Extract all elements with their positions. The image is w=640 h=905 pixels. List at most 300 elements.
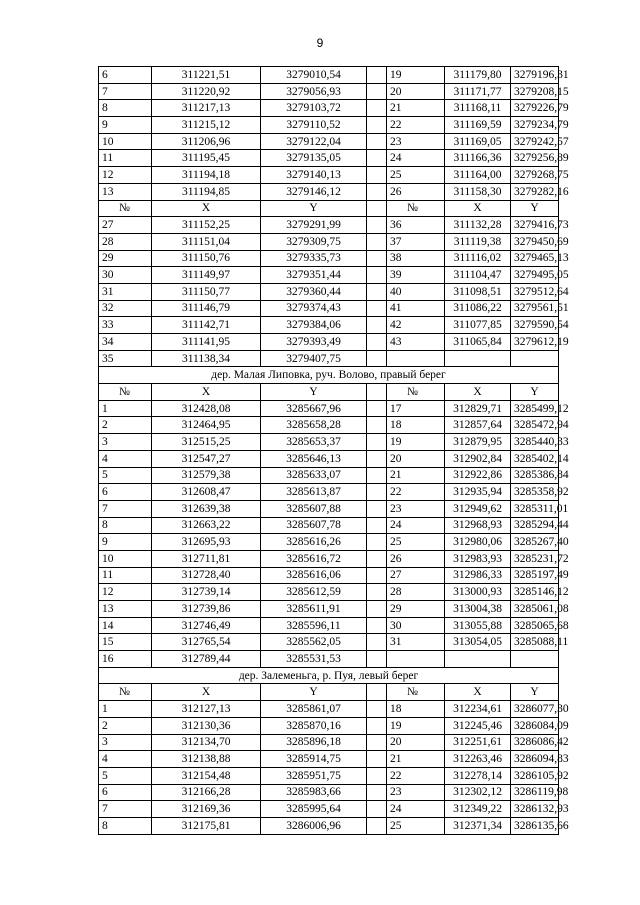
y-coordinate: 3286084,09 xyxy=(511,717,559,734)
x-coordinate: 312639,38 xyxy=(152,500,261,517)
column-header: Y xyxy=(261,384,367,401)
y-coordinate: 3285197,49 xyxy=(511,567,559,584)
spacer xyxy=(367,350,387,367)
x-coordinate: 312127,13 xyxy=(152,701,261,718)
y-coordinate: 3285231,72 xyxy=(511,550,559,567)
spacer xyxy=(367,534,387,551)
spacer xyxy=(367,634,387,651)
x-coordinate: 312251,61 xyxy=(445,734,511,751)
y-coordinate: 3279122,04 xyxy=(261,133,367,150)
y-coordinate: 3285402,14 xyxy=(511,450,559,467)
y-coordinate: 3279056,93 xyxy=(261,83,367,100)
spacer xyxy=(367,567,387,584)
y-coordinate: 3285531,53 xyxy=(261,651,367,668)
x-coordinate: 312349,22 xyxy=(445,801,511,818)
table-row xyxy=(99,467,559,484)
table-row xyxy=(99,300,559,317)
y-coordinate: 3285653,37 xyxy=(261,434,367,451)
spacer xyxy=(367,150,387,167)
x-coordinate: 312234,61 xyxy=(445,701,511,718)
y-coordinate: 3279450,69 xyxy=(511,233,559,250)
x-coordinate: 311217,13 xyxy=(152,100,261,117)
x-coordinate: 312739,86 xyxy=(152,601,261,618)
y-coordinate: 3279110,52 xyxy=(261,117,367,134)
spacer xyxy=(367,183,387,200)
header-row xyxy=(99,200,559,217)
point-number: 25 xyxy=(387,167,445,184)
x-coordinate: 312371,34 xyxy=(445,817,511,834)
x-coordinate: 312579,38 xyxy=(152,467,261,484)
x-coordinate: 311151,04 xyxy=(152,233,261,250)
spacer xyxy=(367,450,387,467)
table-row xyxy=(99,350,559,367)
point-number: 22 xyxy=(387,484,445,501)
table-row xyxy=(99,283,559,300)
point-number: 15 xyxy=(99,634,152,651)
y-coordinate: 3279234,79 xyxy=(511,117,559,134)
y-coordinate xyxy=(511,651,559,668)
x-coordinate: 311104,47 xyxy=(445,267,511,284)
table-row xyxy=(99,534,559,551)
point-number: 3 xyxy=(99,734,152,751)
point-number: 5 xyxy=(99,467,152,484)
spacer xyxy=(367,83,387,100)
y-coordinate: 3279282,16 xyxy=(511,183,559,200)
spacer xyxy=(367,601,387,618)
table-row xyxy=(99,817,559,834)
x-coordinate: 312739,14 xyxy=(152,584,261,601)
y-coordinate: 3279242,57 xyxy=(511,133,559,150)
x-coordinate: 313055,88 xyxy=(445,617,511,634)
x-coordinate: 312746,49 xyxy=(152,617,261,634)
point-number: 1 xyxy=(99,701,152,718)
table-row xyxy=(99,500,559,517)
spacer xyxy=(367,317,387,334)
point-number: 34 xyxy=(99,334,152,351)
x-coordinate: 311194,85 xyxy=(152,183,261,200)
y-coordinate: 3285607,78 xyxy=(261,517,367,534)
x-coordinate: 312902,84 xyxy=(445,450,511,467)
spacer xyxy=(367,133,387,150)
y-coordinate: 3285983,66 xyxy=(261,784,367,801)
y-coordinate: 3285616,72 xyxy=(261,550,367,567)
y-coordinate: 3285061,08 xyxy=(511,601,559,618)
point-number: 5 xyxy=(99,767,152,784)
y-coordinate: 3285607,88 xyxy=(261,500,367,517)
table-row xyxy=(99,67,559,84)
table-row xyxy=(99,434,559,451)
y-coordinate: 3279226,79 xyxy=(511,100,559,117)
y-coordinate: 3279268,75 xyxy=(511,167,559,184)
point-number: 20 xyxy=(387,83,445,100)
spacer xyxy=(367,334,387,351)
table-row xyxy=(99,567,559,584)
y-coordinate: 3285267,40 xyxy=(511,534,559,551)
point-number: 27 xyxy=(99,217,152,234)
x-coordinate: 311206,96 xyxy=(152,133,261,150)
spacer xyxy=(367,701,387,718)
x-coordinate: 312138,88 xyxy=(152,751,261,768)
spacer xyxy=(367,784,387,801)
spacer xyxy=(367,500,387,517)
x-coordinate: 312789,44 xyxy=(152,651,261,668)
x-coordinate: 311215,12 xyxy=(152,117,261,134)
column-header: X xyxy=(445,200,511,217)
spacer xyxy=(367,517,387,534)
x-coordinate: 312245,46 xyxy=(445,717,511,734)
x-coordinate: 312154,48 xyxy=(152,767,261,784)
point-number: 10 xyxy=(99,133,152,150)
point-number: 19 xyxy=(387,717,445,734)
spacer xyxy=(367,250,387,267)
x-coordinate: 311138,34 xyxy=(152,350,261,367)
table-row xyxy=(99,100,559,117)
y-coordinate: 3279146,12 xyxy=(261,183,367,200)
y-coordinate: 3285613,87 xyxy=(261,484,367,501)
y-coordinate: 3285358,92 xyxy=(511,484,559,501)
point-number: 28 xyxy=(99,233,152,250)
spacer xyxy=(367,167,387,184)
x-coordinate: 312547,27 xyxy=(152,450,261,467)
y-coordinate: 3279360,44 xyxy=(261,283,367,300)
point-number: 4 xyxy=(99,751,152,768)
point-number: 35 xyxy=(99,350,152,367)
x-coordinate: 312857,64 xyxy=(445,417,511,434)
table-row xyxy=(99,767,559,784)
table-row xyxy=(99,584,559,601)
y-coordinate: 3285951,75 xyxy=(261,767,367,784)
x-coordinate: 312263,46 xyxy=(445,751,511,768)
point-number: 36 xyxy=(387,217,445,234)
x-coordinate: 312428,08 xyxy=(152,400,261,417)
x-coordinate: 312983,93 xyxy=(445,550,511,567)
table-row xyxy=(99,167,559,184)
point-number: 40 xyxy=(387,283,445,300)
spacer xyxy=(367,801,387,818)
point-number: 13 xyxy=(99,183,152,200)
point-number: 12 xyxy=(99,584,152,601)
point-number xyxy=(387,651,445,668)
point-number: 8 xyxy=(99,100,152,117)
spacer xyxy=(367,300,387,317)
x-coordinate: 311132,28 xyxy=(445,217,511,234)
point-number: 43 xyxy=(387,334,445,351)
column-header: X xyxy=(152,684,261,701)
point-number: 24 xyxy=(387,150,445,167)
point-number: 29 xyxy=(387,601,445,618)
spacer xyxy=(367,117,387,134)
point-number: 38 xyxy=(387,250,445,267)
spacer xyxy=(367,651,387,668)
point-number: 9 xyxy=(99,534,152,551)
x-coordinate: 311221,51 xyxy=(152,67,261,84)
spacer xyxy=(367,417,387,434)
point-number: 14 xyxy=(99,617,152,634)
point-number: 21 xyxy=(387,467,445,484)
table-row xyxy=(99,784,559,801)
y-coordinate: 3279416,73 xyxy=(511,217,559,234)
spacer xyxy=(367,767,387,784)
column-header: Y xyxy=(511,200,559,217)
point-number: 39 xyxy=(387,267,445,284)
table-row xyxy=(99,400,559,417)
spacer xyxy=(367,217,387,234)
y-coordinate: 3279374,43 xyxy=(261,300,367,317)
column-header: X xyxy=(152,384,261,401)
point-number: 30 xyxy=(99,267,152,284)
column-header: X xyxy=(445,684,511,701)
table-row xyxy=(99,517,559,534)
table-row xyxy=(99,801,559,818)
point-number: 29 xyxy=(99,250,152,267)
point-number: 21 xyxy=(387,751,445,768)
point-number: 41 xyxy=(387,300,445,317)
y-coordinate: 3279407,75 xyxy=(261,350,367,367)
x-coordinate: 312980,06 xyxy=(445,534,511,551)
x-coordinate: 312986,33 xyxy=(445,567,511,584)
column-header xyxy=(367,200,387,217)
x-coordinate: 312302,12 xyxy=(445,784,511,801)
point-number: 11 xyxy=(99,567,152,584)
spacer xyxy=(367,484,387,501)
point-number: 10 xyxy=(99,550,152,567)
table-row xyxy=(99,734,559,751)
column-header xyxy=(367,684,387,701)
point-number: 6 xyxy=(99,67,152,84)
page-number: 9 xyxy=(316,36,324,50)
point-number: 22 xyxy=(387,117,445,134)
y-coordinate: 3279135,05 xyxy=(261,150,367,167)
x-coordinate: 311158,30 xyxy=(445,183,511,200)
table-row xyxy=(99,634,559,651)
x-coordinate: 312175,81 xyxy=(152,817,261,834)
y-coordinate: 3285633,07 xyxy=(261,467,367,484)
column-header: № xyxy=(99,384,152,401)
y-coordinate: 3285646,13 xyxy=(261,450,367,467)
spacer xyxy=(367,717,387,734)
point-number: 31 xyxy=(387,634,445,651)
point-number xyxy=(387,350,445,367)
x-coordinate: 312968,93 xyxy=(445,517,511,534)
table-row xyxy=(99,550,559,567)
spacer xyxy=(367,467,387,484)
table-row xyxy=(99,150,559,167)
spacer xyxy=(367,67,387,84)
x-coordinate: 311194,18 xyxy=(152,167,261,184)
y-coordinate: 3286077,30 xyxy=(511,701,559,718)
table-row xyxy=(99,267,559,284)
table-row xyxy=(99,217,559,234)
y-coordinate: 3279010,54 xyxy=(261,67,367,84)
point-number: 7 xyxy=(99,801,152,818)
point-number: 16 xyxy=(99,651,152,668)
x-coordinate: 312711,81 xyxy=(152,550,261,567)
y-coordinate: 3279196,31 xyxy=(511,67,559,84)
x-coordinate: 313054,05 xyxy=(445,634,511,651)
section-title-row xyxy=(99,367,559,384)
spacer xyxy=(367,434,387,451)
x-coordinate: 311169,05 xyxy=(445,133,511,150)
y-coordinate: 3285611,91 xyxy=(261,601,367,618)
table-row xyxy=(99,317,559,334)
point-number: 23 xyxy=(387,784,445,801)
y-coordinate: 3285440,33 xyxy=(511,434,559,451)
x-coordinate: 312829,71 xyxy=(445,400,511,417)
table-row xyxy=(99,701,559,718)
coordinates-table-body xyxy=(99,67,569,835)
y-coordinate: 3285870,16 xyxy=(261,717,367,734)
x-coordinate: 311195,45 xyxy=(152,150,261,167)
x-coordinate: 312922,86 xyxy=(445,467,511,484)
x-coordinate: 311116,02 xyxy=(445,250,511,267)
point-number: 28 xyxy=(387,584,445,601)
section-title: дер. Залеменьга, р. Пуя, левый берег xyxy=(99,667,559,684)
spacer xyxy=(367,817,387,834)
column-header: Y xyxy=(261,684,367,701)
y-coordinate: 3279309,75 xyxy=(261,233,367,250)
column-header: X xyxy=(445,384,511,401)
point-number: 6 xyxy=(99,484,152,501)
point-number: 23 xyxy=(387,500,445,517)
x-coordinate: 312464,95 xyxy=(152,417,261,434)
x-coordinate: 311169,59 xyxy=(445,117,511,134)
y-coordinate: 3285612,59 xyxy=(261,584,367,601)
x-coordinate: 311164,00 xyxy=(445,167,511,184)
y-coordinate: 3285146,12 xyxy=(511,584,559,601)
y-coordinate: 3279465,13 xyxy=(511,250,559,267)
y-coordinate: 3279561,51 xyxy=(511,300,559,317)
table-row xyxy=(99,617,559,634)
point-number: 24 xyxy=(387,801,445,818)
y-coordinate: 3286086,42 xyxy=(511,734,559,751)
table-row xyxy=(99,250,559,267)
point-number: 22 xyxy=(387,767,445,784)
point-number: 18 xyxy=(387,701,445,718)
column-header: Y xyxy=(511,684,559,701)
x-coordinate: 311065,84 xyxy=(445,334,511,351)
point-number: 13 xyxy=(99,601,152,618)
point-number: 6 xyxy=(99,784,152,801)
table-row xyxy=(99,601,559,618)
y-coordinate: 3285616,26 xyxy=(261,534,367,551)
x-coordinate: 311146,79 xyxy=(152,300,261,317)
y-coordinate: 3286094,83 xyxy=(511,751,559,768)
header-row xyxy=(99,684,559,701)
table-row xyxy=(99,751,559,768)
x-coordinate: 311149,97 xyxy=(152,267,261,284)
point-number: 33 xyxy=(99,317,152,334)
coordinates-table xyxy=(98,66,569,835)
y-coordinate: 3279512,64 xyxy=(511,283,559,300)
point-number: 19 xyxy=(387,434,445,451)
point-number: 20 xyxy=(387,734,445,751)
y-coordinate: 3285667,96 xyxy=(261,400,367,417)
y-coordinate: 3285472,94 xyxy=(511,417,559,434)
point-number: 37 xyxy=(387,233,445,250)
table-row xyxy=(99,133,559,150)
x-coordinate: 312166,28 xyxy=(152,784,261,801)
section-title: дер. Малая Липовка, руч. Волово, правый берег xyxy=(99,367,559,384)
x-coordinate: 312278,14 xyxy=(445,767,511,784)
point-number: 7 xyxy=(99,500,152,517)
x-coordinate: 312695,93 xyxy=(152,534,261,551)
table-row xyxy=(99,717,559,734)
column-header: Y xyxy=(261,200,367,217)
spacer xyxy=(367,550,387,567)
y-coordinate: 3279384,06 xyxy=(261,317,367,334)
spacer xyxy=(367,734,387,751)
x-coordinate: 312935,94 xyxy=(445,484,511,501)
column-header: № xyxy=(387,200,445,217)
column-header: № xyxy=(387,684,445,701)
x-coordinate: 313004,38 xyxy=(445,601,511,618)
spacer xyxy=(367,584,387,601)
x-coordinate: 311098,51 xyxy=(445,283,511,300)
point-number: 11 xyxy=(99,150,152,167)
y-coordinate: 3285311,01 xyxy=(511,500,559,517)
table-row xyxy=(99,651,559,668)
point-number: 2 xyxy=(99,717,152,734)
point-number: 3 xyxy=(99,434,152,451)
x-coordinate: 311220,92 xyxy=(152,83,261,100)
x-coordinate: 311171,77 xyxy=(445,83,511,100)
point-number: 23 xyxy=(387,133,445,150)
y-coordinate: 3285562,05 xyxy=(261,634,367,651)
point-number: 7 xyxy=(99,83,152,100)
point-number: 21 xyxy=(387,100,445,117)
spacer xyxy=(367,751,387,768)
point-number: 12 xyxy=(99,167,152,184)
y-coordinate: 3285065,68 xyxy=(511,617,559,634)
x-coordinate: 311086,22 xyxy=(445,300,511,317)
x-coordinate xyxy=(445,350,511,367)
x-coordinate: 313000,93 xyxy=(445,584,511,601)
y-coordinate: 3285861,07 xyxy=(261,701,367,718)
y-coordinate: 3279393,49 xyxy=(261,334,367,351)
x-coordinate: 311119,38 xyxy=(445,233,511,250)
point-number: 31 xyxy=(99,283,152,300)
table-row xyxy=(99,334,559,351)
x-coordinate: 312765,54 xyxy=(152,634,261,651)
y-coordinate: 3286119,98 xyxy=(511,784,559,801)
section-title-row xyxy=(99,667,559,684)
table-row xyxy=(99,83,559,100)
point-number: 8 xyxy=(99,517,152,534)
point-number: 18 xyxy=(387,417,445,434)
y-coordinate: 3286135,66 xyxy=(511,817,559,834)
x-coordinate: 312134,70 xyxy=(152,734,261,751)
point-number: 27 xyxy=(387,567,445,584)
table-row xyxy=(99,183,559,200)
point-number: 20 xyxy=(387,450,445,467)
x-coordinate: 311179,80 xyxy=(445,67,511,84)
point-number: 26 xyxy=(387,550,445,567)
y-coordinate: 3285294,44 xyxy=(511,517,559,534)
point-number: 1 xyxy=(99,400,152,417)
y-coordinate: 3285896,18 xyxy=(261,734,367,751)
x-coordinate: 312663,22 xyxy=(152,517,261,534)
x-coordinate: 312169,36 xyxy=(152,801,261,818)
y-coordinate: 3285616,06 xyxy=(261,567,367,584)
table-row xyxy=(99,450,559,467)
column-header: X xyxy=(152,200,261,217)
y-coordinate: 3279140,13 xyxy=(261,167,367,184)
point-number: 42 xyxy=(387,317,445,334)
point-number: 24 xyxy=(387,517,445,534)
column-header: № xyxy=(387,384,445,401)
point-number: 32 xyxy=(99,300,152,317)
point-number: 2 xyxy=(99,417,152,434)
